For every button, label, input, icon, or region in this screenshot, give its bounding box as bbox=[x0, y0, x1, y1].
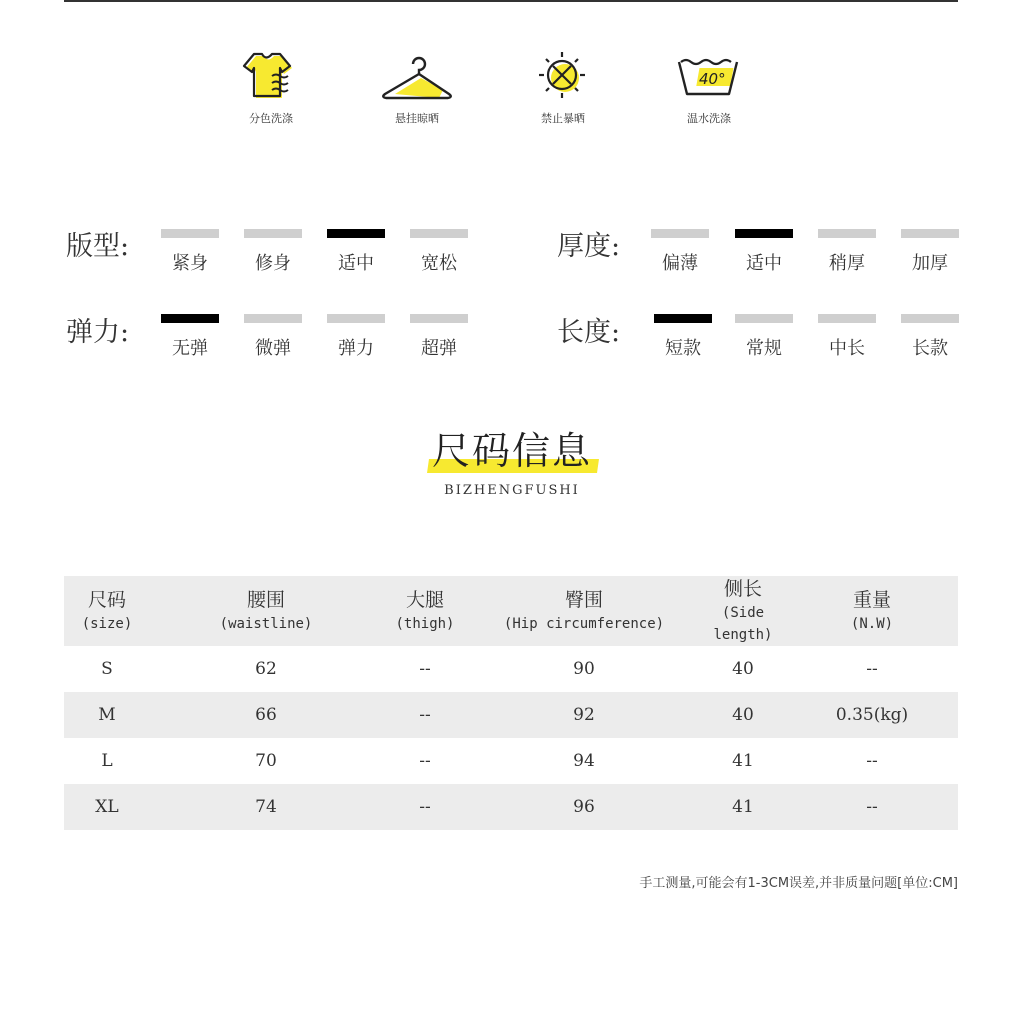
header-zh: 大腿 bbox=[405, 589, 444, 611]
thickness-option-label: 加厚 bbox=[912, 253, 948, 274]
table-row bbox=[64, 692, 958, 738]
care-hang-dry bbox=[357, 48, 477, 126]
header-zh: 重量 bbox=[852, 589, 891, 611]
table-cell: 90 bbox=[573, 659, 595, 679]
thickness-option-label: 适中 bbox=[746, 253, 782, 274]
table-cell: -- bbox=[419, 751, 431, 771]
thickness-indicator-bar bbox=[901, 229, 959, 238]
table-header-cell bbox=[786, 576, 958, 646]
care-no-sun bbox=[503, 48, 623, 126]
wash-separately-icon bbox=[238, 48, 304, 104]
elasticity-indicator-bar bbox=[244, 314, 302, 323]
length-option bbox=[735, 314, 793, 360]
size-info-heading bbox=[0, 420, 1024, 498]
table-header-cell bbox=[382, 576, 468, 646]
temperature-text: 40° bbox=[699, 70, 726, 88]
table-row bbox=[64, 784, 958, 830]
thickness-option-label: 偏薄 bbox=[662, 253, 698, 274]
length-title: 长度: bbox=[557, 317, 621, 348]
size-table bbox=[64, 576, 958, 830]
measurement-note: 手工测量,可能会有1-3CM误差,并非质量问题[单位:CM] bbox=[639, 876, 958, 891]
table-header-row bbox=[64, 576, 958, 646]
elasticity-indicator-bar bbox=[161, 314, 219, 323]
table-cell: 94 bbox=[573, 751, 595, 771]
thickness-indicator-bar bbox=[735, 229, 793, 238]
hang-dry-icon bbox=[377, 48, 457, 104]
fit-indicator-bar bbox=[327, 229, 385, 238]
table-header-cell bbox=[700, 576, 786, 646]
table-cell: -- bbox=[866, 659, 878, 679]
elasticity-indicator-bar bbox=[410, 314, 468, 323]
length-indicator-bar bbox=[735, 314, 793, 323]
thickness-option bbox=[735, 229, 793, 275]
table-cell: -- bbox=[866, 797, 878, 817]
fit-option bbox=[244, 229, 302, 275]
thickness-option bbox=[818, 229, 876, 275]
length-option-label: 短款 bbox=[665, 338, 701, 359]
fit-indicator-bar bbox=[161, 229, 219, 238]
length-indicator-bar bbox=[901, 314, 959, 323]
fit-option-label: 紧身 bbox=[172, 253, 208, 274]
fit-indicator-bar bbox=[410, 229, 468, 238]
header-zh: 臀围 bbox=[564, 589, 603, 611]
length-option-label: 中长 bbox=[829, 338, 865, 359]
table-cell: S bbox=[101, 659, 113, 679]
elasticity-title: 弹力: bbox=[66, 317, 130, 348]
elasticity-option-label: 弹力 bbox=[338, 338, 374, 359]
table-header-cell bbox=[150, 576, 382, 646]
length-option bbox=[818, 314, 876, 360]
length-option bbox=[901, 314, 959, 360]
table-cell: 62 bbox=[255, 659, 277, 679]
care-label: 分色洗涤 bbox=[249, 112, 293, 125]
fit-title: 版型: bbox=[66, 231, 130, 262]
table-cell: -- bbox=[866, 751, 878, 771]
fit-option bbox=[410, 229, 468, 275]
elasticity-option bbox=[327, 314, 385, 360]
table-cell: -- bbox=[419, 705, 431, 725]
care-label: 悬挂晾晒 bbox=[395, 112, 439, 125]
length-option-label: 长款 bbox=[912, 338, 948, 359]
fit-option bbox=[161, 229, 219, 275]
elasticity-option-label: 无弹 bbox=[172, 338, 208, 359]
thickness-indicator-bar bbox=[818, 229, 876, 238]
care-label: 温水洗涤 bbox=[687, 112, 731, 125]
elasticity-option-label: 微弹 bbox=[255, 338, 291, 359]
header-en: (waistline) bbox=[219, 616, 313, 632]
fit-option-label: 宽松 bbox=[421, 253, 457, 274]
table-cell: M bbox=[98, 705, 116, 725]
header-en: (thigh) bbox=[395, 616, 455, 632]
top-rule bbox=[64, 0, 958, 2]
care-wash-separately bbox=[211, 48, 331, 126]
fit-indicator-bar bbox=[244, 229, 302, 238]
elasticity-option-label: 超弹 bbox=[421, 338, 457, 359]
table-cell: 41 bbox=[732, 751, 754, 771]
elasticity-option bbox=[410, 314, 468, 360]
table-cell: XL bbox=[95, 797, 119, 817]
table-header-cell bbox=[468, 576, 700, 646]
elasticity-option bbox=[244, 314, 302, 360]
table-cell: 41 bbox=[732, 797, 754, 817]
table-cell: 96 bbox=[573, 797, 595, 817]
elasticity-indicator-bar bbox=[327, 314, 385, 323]
care-warm-wash bbox=[649, 48, 769, 126]
header-zh: 腰围 bbox=[246, 589, 285, 611]
table-cell: 70 bbox=[255, 751, 277, 771]
table-cell: 0.35(kg) bbox=[835, 705, 909, 725]
table-cell: 74 bbox=[255, 797, 277, 817]
length-option-label: 常规 bbox=[746, 338, 782, 359]
elasticity-option bbox=[161, 314, 219, 360]
thickness-option bbox=[901, 229, 959, 275]
table-row bbox=[64, 646, 958, 692]
table-row bbox=[64, 738, 958, 784]
header-en: (Side length) bbox=[713, 605, 773, 643]
header-en: (N.W) bbox=[850, 616, 894, 632]
heading-subtitle: BIZHENGFUSHI bbox=[444, 483, 580, 498]
table-cell: L bbox=[101, 751, 113, 771]
header-zh: 尺码 bbox=[87, 589, 126, 611]
table-cell: -- bbox=[419, 659, 431, 679]
header-en: (Hip circumference) bbox=[503, 616, 665, 632]
header-zh: 侧长 bbox=[723, 578, 762, 600]
thickness-title: 厚度: bbox=[557, 231, 621, 262]
thickness-option bbox=[651, 229, 709, 275]
table-cell: 40 bbox=[732, 705, 754, 725]
table-cell: 66 bbox=[255, 705, 277, 725]
no-sun-icon bbox=[530, 48, 596, 104]
thickness-option-label: 稍厚 bbox=[829, 253, 865, 274]
table-cell: -- bbox=[419, 797, 431, 817]
fit-option bbox=[327, 229, 385, 275]
care-label: 禁止暴晒 bbox=[541, 112, 585, 125]
header-en: (size) bbox=[81, 616, 133, 632]
fit-option-label: 适中 bbox=[338, 253, 374, 274]
warm-wash-icon bbox=[669, 48, 749, 104]
fit-option-label: 修身 bbox=[255, 253, 291, 274]
length-option bbox=[654, 314, 712, 360]
table-cell: 92 bbox=[573, 705, 595, 725]
length-indicator-bar bbox=[818, 314, 876, 323]
thickness-indicator-bar bbox=[651, 229, 709, 238]
length-indicator-bar bbox=[654, 314, 712, 323]
heading-title: 尺码信息 bbox=[431, 429, 592, 473]
table-header-cell bbox=[64, 576, 150, 646]
table-cell: 40 bbox=[732, 659, 754, 679]
